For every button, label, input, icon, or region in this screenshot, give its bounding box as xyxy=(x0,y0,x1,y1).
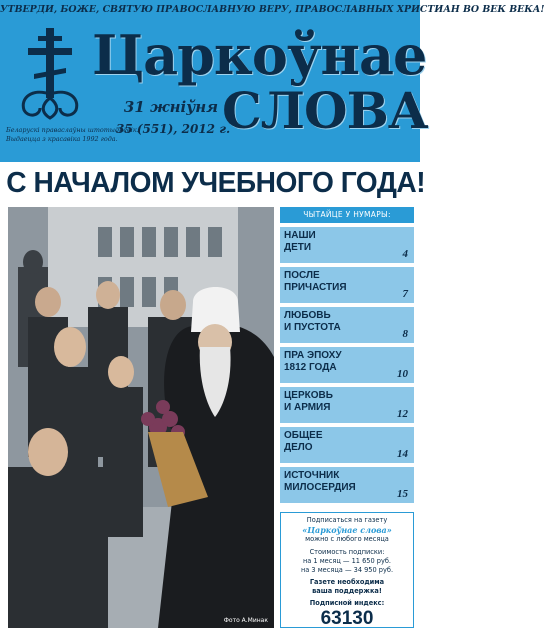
subscription-box xyxy=(280,512,414,628)
cover-photo xyxy=(8,207,274,628)
toc-item-title: ОБЩЕЕ ДЕЛО xyxy=(284,430,323,453)
subscription-line: Подписаться на газету xyxy=(306,516,388,524)
cover-photo-illustration xyxy=(8,207,274,628)
toc-item[interactable] xyxy=(280,347,414,383)
headline-bar xyxy=(0,162,426,206)
support-line-1: Газете необходима xyxy=(309,578,385,586)
orthodox-cross-icon xyxy=(10,24,90,120)
newspaper-title-line2: СЛОВА xyxy=(222,81,428,140)
toc-item-page: 8 xyxy=(402,328,408,340)
support-line-2: ваша поддержка! xyxy=(312,587,382,595)
issue-number: 35 (551), 2012 г. xyxy=(116,122,231,136)
cost-1-month: на 1 месяц — 11 650 руб. xyxy=(302,557,392,565)
toc-item-page: 15 xyxy=(397,488,408,500)
contents-header: ЧЫТАЙЦЕ У НУМАРЫ: xyxy=(280,207,414,223)
toc-item[interactable] xyxy=(280,387,414,423)
toc-item[interactable] xyxy=(280,227,414,263)
index-label: Подписной индекс: xyxy=(309,599,385,607)
toc-item-page: 14 xyxy=(397,448,408,460)
toc-item-title: НАШИ ДЕТИ xyxy=(284,230,316,253)
masthead xyxy=(0,0,545,162)
founded-line-2: Выдаецца з красавіка 1992 года. xyxy=(6,135,118,143)
founded-line-1: Беларускі праваслаўны штотыднёвік. xyxy=(6,126,139,134)
founded-note xyxy=(6,126,139,144)
toc-item[interactable] xyxy=(280,307,414,343)
toc-item-title: ЦЕРКОВЬ И АРМИЯ xyxy=(284,390,333,413)
subscription-index: 63130 xyxy=(320,608,374,629)
headline: С НАЧАЛОМ УЧЕБНОГО ГОДА! xyxy=(6,167,426,199)
issue-date: 31 жніўня xyxy=(123,98,219,116)
toc-item-title: ЛЮБОВЬ И ПУСТОТА xyxy=(284,310,341,333)
photo-credit: Фото А.Минак xyxy=(223,617,268,624)
newspaper-title-line1: Царкоўнае xyxy=(92,23,427,87)
motto: УТВЕРДИ, БОЖЕ, СВЯТУЮ ПРАВОСЛАВНУЮ ВЕРУ, ПРАВОСЛАВНЫХ ХРИСТИАН ВО ВЕК ВЕКА! xyxy=(0,4,545,15)
toc-item-title: ПОСЛЕ ПРИЧАСТИЯ xyxy=(284,270,347,293)
toc-item[interactable] xyxy=(280,267,414,303)
toc-item-page: 10 xyxy=(397,368,408,380)
cost-label: Стоимость подписки: xyxy=(309,548,385,556)
cost-3-months: на 3 месяца — 34 950 руб. xyxy=(300,566,394,574)
toc-item-page: 12 xyxy=(397,408,408,420)
toc-item[interactable] xyxy=(280,467,414,503)
subscription-line: можно с любого месяца xyxy=(305,535,389,543)
subscription-brand: «Царкоўнае слова» xyxy=(302,525,392,535)
toc-item-title: ИСТОЧНИК МИЛОСЕРДИЯ xyxy=(284,470,356,493)
toc-item-page: 7 xyxy=(402,288,408,300)
toc-item-page: 4 xyxy=(402,248,408,260)
toc-item-title: ПРА ЭПОХУ 1812 ГОДА xyxy=(284,350,342,373)
toc-item[interactable] xyxy=(280,427,414,463)
